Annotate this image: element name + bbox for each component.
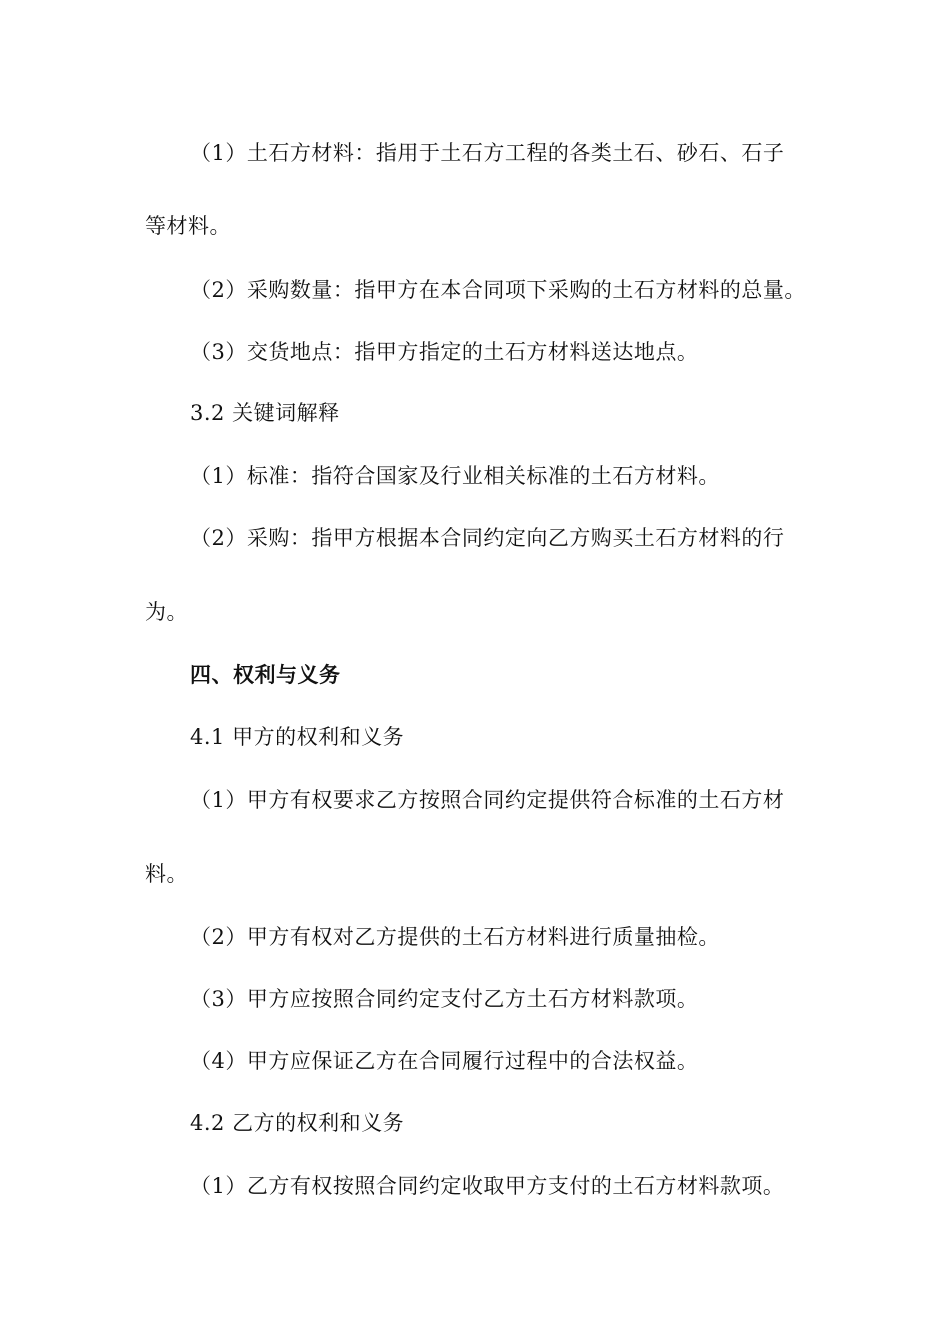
party-a-right-1-continued: 料。 (145, 862, 188, 886)
keyword-standard: （1）标准：指符合国家及行业相关标准的土石方材料。 (190, 464, 720, 488)
definition-earthwork-materials-continued: 等材料。 (145, 214, 231, 238)
party-a-obligation-3: （3）甲方应按照合同约定支付乙方土石方材料款项。 (190, 987, 699, 1011)
section-4-1-heading: 4.1 甲方的权利和义务 (190, 725, 405, 749)
definition-purchase-quantity: （2）采购数量：指甲方在本合同项下采购的土石方材料的总量。 (190, 278, 806, 302)
keyword-purchase-continued: 为。 (145, 600, 188, 624)
section-3-2-heading: 3.2 关键词解释 (190, 401, 340, 425)
party-b-right-1: （1）乙方有权按照合同约定收取甲方支付的土石方材料款项。 (190, 1174, 785, 1198)
section-4-2-heading: 4.2 乙方的权利和义务 (190, 1111, 405, 1135)
definition-earthwork-materials: （1）土石方材料：指用于土石方工程的各类土石、砂石、石子 (190, 141, 785, 165)
chapter-4-heading: 四、权利与义务 (190, 662, 341, 687)
definition-delivery-location: （3）交货地点：指甲方指定的土石方材料送达地点。 (190, 340, 699, 364)
keyword-purchase: （2）采购：指甲方根据本合同约定向乙方购买土石方材料的行 (190, 526, 785, 550)
party-a-obligation-4: （4）甲方应保证乙方在合同履行过程中的合法权益。 (190, 1049, 699, 1073)
party-a-right-2: （2）甲方有权对乙方提供的土石方材料进行质量抽检。 (190, 925, 720, 949)
party-a-right-1: （1）甲方有权要求乙方按照合同约定提供符合标准的土石方材 (190, 788, 785, 812)
